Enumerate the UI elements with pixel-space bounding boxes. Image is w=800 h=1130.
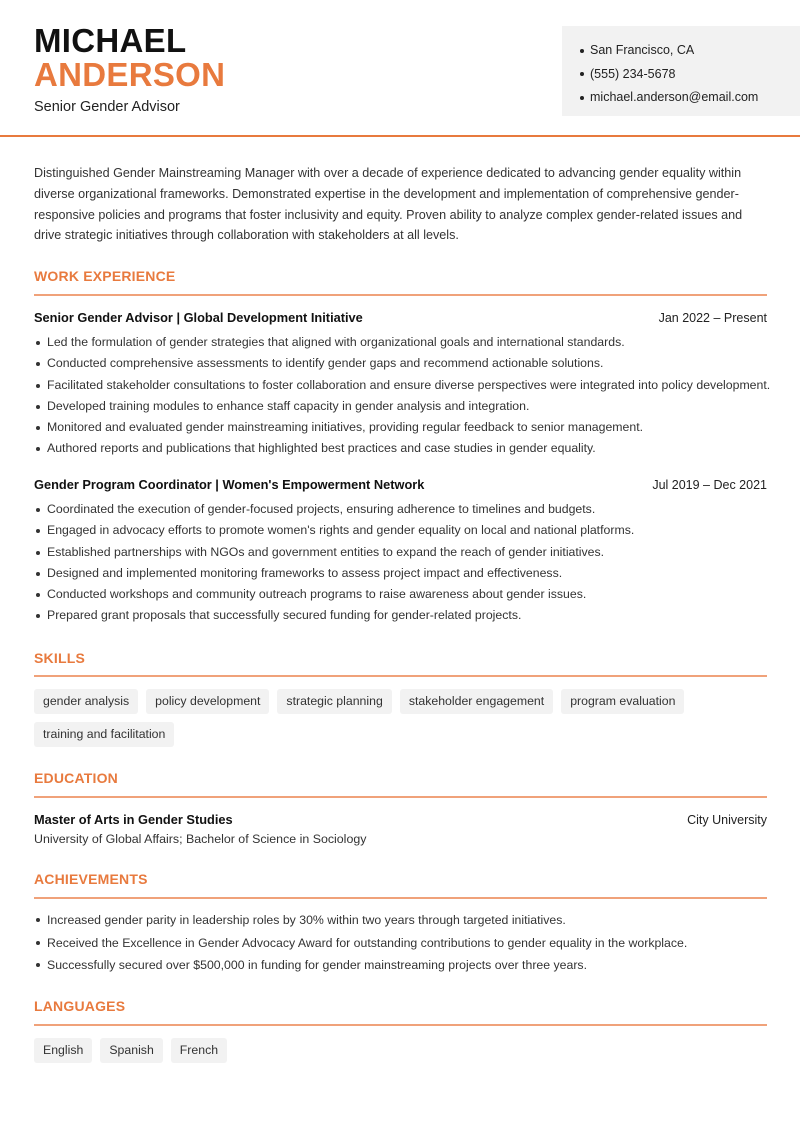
list-item: Authored reports and publications that highlighted best practices and case studies in gender equality. (34, 438, 774, 459)
language-tag: French (171, 1038, 227, 1063)
list-item: Engaged in advocacy efforts to promote women's rights and gender equality on local and national platforms. (34, 520, 774, 541)
bullet-icon (580, 96, 584, 100)
bullet-icon (580, 72, 584, 76)
section-divider (34, 897, 767, 899)
language-tag: Spanish (100, 1038, 162, 1063)
contact-email (580, 86, 800, 110)
job-role: Senior Gender Advisor (34, 99, 180, 115)
last-name: ANDERSON (34, 56, 226, 93)
language-tags (34, 1038, 774, 1063)
contact-email-text: michael.anderson@email.com (590, 90, 759, 104)
list-item: Coordinated the execution of gender-focused projects, ensuring adherence to timelines and budgets. (34, 499, 774, 520)
section-title-achievements: ACHIEVEMENTS (34, 871, 148, 887)
skill-tag: program evaluation (561, 689, 684, 714)
job-title: Senior Gender Advisor | Global Development Initiative (34, 310, 363, 325)
list-item: Led the formulation of gender strategies that aligned with organizational goals and international standards. (34, 332, 774, 353)
resume-header (0, 0, 800, 137)
first-name: MICHAEL (34, 22, 187, 59)
section-divider (34, 675, 767, 677)
skill-tag: policy development (146, 689, 269, 714)
contact-phone (580, 63, 800, 87)
section-title-skills: SKILLS (34, 650, 85, 666)
education-header (34, 812, 767, 827)
education-details: University of Global Affairs; Bachelor of Science in Sociology (34, 832, 367, 846)
list-item: Successfully secured over $500,000 in funding for gender mainstreaming projects over three years. (34, 954, 774, 977)
list-item: Conducted comprehensive assessments to identify gender gaps and recommend actionable solutions. (34, 353, 774, 374)
list-item: Prepared grant proposals that successfully secured funding for gender-related projects. (34, 605, 774, 626)
education-degree: Master of Arts in Gender Studies (34, 812, 233, 827)
section-title-education: EDUCATION (34, 770, 118, 786)
bullet-icon (580, 49, 584, 53)
list-item: Facilitated stakeholder consultations to foster collaboration and ensure diverse perspectives were integrated into policy development. (34, 375, 774, 396)
list-item: Developed training modules to enhance staff capacity in gender analysis and integration. (34, 396, 774, 417)
job-bullets (34, 499, 774, 627)
section-divider (34, 294, 767, 296)
job-dates: Jan 2022 – Present (658, 311, 767, 325)
skills-tags (34, 689, 774, 747)
section-title-languages: LANGUAGES (34, 998, 126, 1014)
contact-box (562, 26, 800, 116)
list-item: Monitored and evaluated gender mainstreaming initiatives, providing regular feedback to senior management. (34, 417, 774, 438)
list-item: Increased gender parity in leadership roles by 30% within two years through targeted initiatives. (34, 909, 774, 932)
job-dates: Jul 2019 – Dec 2021 (652, 478, 767, 492)
education-school: City University (687, 813, 767, 827)
skill-tag: stakeholder engagement (400, 689, 553, 714)
section-divider (34, 1024, 767, 1026)
section-title-work: WORK EXPERIENCE (34, 268, 176, 284)
job-header (34, 477, 767, 492)
skill-tag: strategic planning (277, 689, 391, 714)
job-bullets (34, 332, 774, 460)
list-item: Designed and implemented monitoring frameworks to assess project impact and effectiveness. (34, 563, 774, 584)
list-item: Received the Excellence in Gender Advocacy Award for outstanding contributions to gender equality in the workplace. (34, 932, 774, 955)
list-item: Established partnerships with NGOs and government entities to expand the reach of gender initiatives. (34, 542, 774, 563)
contact-location-text: San Francisco, CA (590, 43, 695, 57)
language-tag: English (34, 1038, 92, 1063)
skill-tag: gender analysis (34, 689, 138, 714)
section-divider (34, 796, 767, 798)
job-title: Gender Program Coordinator | Women's Empowerment Network (34, 477, 425, 492)
summary-paragraph: Distinguished Gender Mainstreaming Manager with over a decade of experience dedicated to advancing gender equality within diverse organizational frameworks. Demonstrated expertise in the development and implementation of comprehensive gender-responsive policies and programs that foster inclusivity and equity. Proven ability to analyze complex gender-related issues and drive strategic initiatives through collaboration with stakeholders at all levels. (34, 166, 743, 243)
contact-location (580, 39, 800, 63)
achievement-bullets (34, 909, 774, 977)
contact-phone-text: (555) 234-5678 (590, 66, 676, 81)
skill-tag: training and facilitation (34, 722, 174, 747)
list-item: Conducted workshops and community outreach programs to raise awareness about gender issues. (34, 584, 774, 605)
job-header (34, 310, 767, 325)
